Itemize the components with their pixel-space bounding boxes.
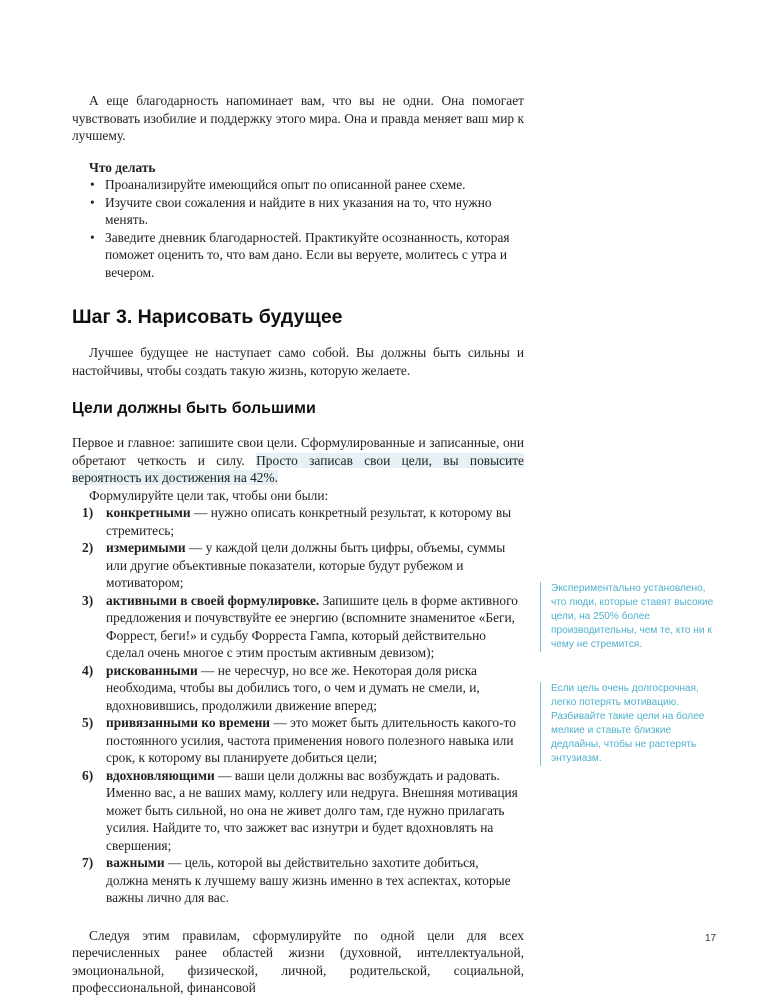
rule-text: — у каждой цели должны быть цифры, объемы, суммы или другие объективные показатели, которые будут рубежом и мотиватором; [106,540,506,590]
rule-item [82,592,524,662]
rule-text: — ваши цели должны вас возбуждать и радовать. Именно вас, а не ваших маму, коллегу или недруга. Внешняя мотивация может быть сильной, но она не живет долго там, где нужно прилагать усилия. Найдите то, что зажжет вас изнутри и будет вдохновлять на свершения; [106,767,518,853]
sidenote: Экспериментально установлено, что люди, которые ставят высокие цели, на 250% более производительны, чем те, кто ни к чему не стремится. [540,582,719,652]
rule-text: Запишите цель в форме активного предложения и почувствуйте ее энергию (вспомните знаменитое «Беги, Форрест, беги!» и судьбу Форреста Гампа, который действительно сделал очень многое с этим простым активным девизом); [106,592,518,660]
rule-term: измеримыми [106,540,186,555]
rule-item [82,539,524,592]
rule-number: 2) [82,540,94,555]
list-item [89,229,524,282]
rule-text: — нужно описать конкретный результат, к которому вы стремитесь; [106,505,512,538]
page-number: 17 [705,933,717,944]
rule-item [82,767,524,855]
main-text-column [72,92,524,997]
rule-item [82,504,524,539]
step-paragraph: Лучшее будущее не наступает само собой. Вы должны быть сильны и настойчивы, чтобы создать такую жизнь, которую желаете. [72,345,524,378]
list-item-text: Изучите свои сожаления и найдите в них указания на то, что нужно менять. [105,194,492,227]
bullet-icon: • [90,229,95,245]
rule-term: важными [106,855,165,870]
goals-heading: Цели должны быть большими [72,400,316,417]
rule-number: 1) [82,505,94,520]
rule-number: 6) [82,767,94,783]
step-heading: Шаг 3. Нарисовать будущее [72,306,343,328]
rule-text: — это может быть длительность какого-то постоянного усилия, частота применения нового полезного навыка или срок, к которому вы планируете добиться цели; [106,715,516,765]
rule-number: 3) [82,592,94,608]
rule-item [82,662,524,715]
list-item [89,176,524,194]
rule-term: вдохновляющими [106,767,215,783]
rules-intro: Формулируйте цели так, чтобы они были: [89,487,329,503]
list-item-text: Заведите дневник благодарностей. Практикуйте осознанность, которая поможет оценить то, что вам дано. Если вы веруете, молитесь с утра и вечером. [105,229,510,280]
goals-paragraph-text: Первое и главное: запишите свои цели. Сформулированные и записанные, они обретают четкость и силу. [72,435,524,468]
final-paragraph: Следуя этим правилам, сформулируйте по одной цели для всех перечисленных ранее областей жизни (духовной, интеллектуальной, эмоциональной, физической, личной, родительской, социальной, профессиональной, финансовой [72,927,524,995]
todo-heading: Что делать [89,159,156,175]
list-item-text: Проанализируйте имеющийся опыт по описанной ранее схеме. [105,177,466,192]
rule-text: — цель, которой вы действительно захотите добиться, должна менять к лучшему вашу жизнь именно в тех аспектах, которые важны лично для вас. [106,855,511,905]
intro-paragraph: А еще благодарность напоминает вам, что вы не одни. Она помогает чувствовать изобилие и поддержку этого мира. Она и правда меняет ваш мир к лучшему. [72,93,524,143]
rule-term: привязанными ко времени [106,715,271,730]
rule-number: 7) [82,855,94,870]
highlighted-quote: Просто записав свои цели, вы повысите вероятность их достижения на 42%. [72,452,524,485]
bullet-icon: • [90,177,95,192]
rule-number: 4) [82,662,94,678]
goals-paragraph [72,434,524,487]
list-item [89,194,524,229]
rule-number: 5) [82,715,94,730]
rules-list [72,504,524,907]
sidenote: Если цель очень долгосрочная, легко потерять мотивацию. Разбивайте такие цели на более мелкие и ставьте близкие дедлайны, чтобы не растерять энтузиазм. [540,682,719,766]
bullet-icon: • [90,194,95,210]
rule-item [82,714,524,767]
rule-term: рискованными [106,662,198,678]
rule-term: активными в своей формулировке. [106,592,320,608]
todo-list [72,176,524,281]
rule-text: — не чересчур, но все же. Некоторая доля риска необходима, чтобы вы добились того, о чем и думать не смели, и, вдохновившись, продолжили движение вперед; [106,662,480,713]
rule-item [82,854,524,907]
rule-term: конкретными [106,505,191,520]
